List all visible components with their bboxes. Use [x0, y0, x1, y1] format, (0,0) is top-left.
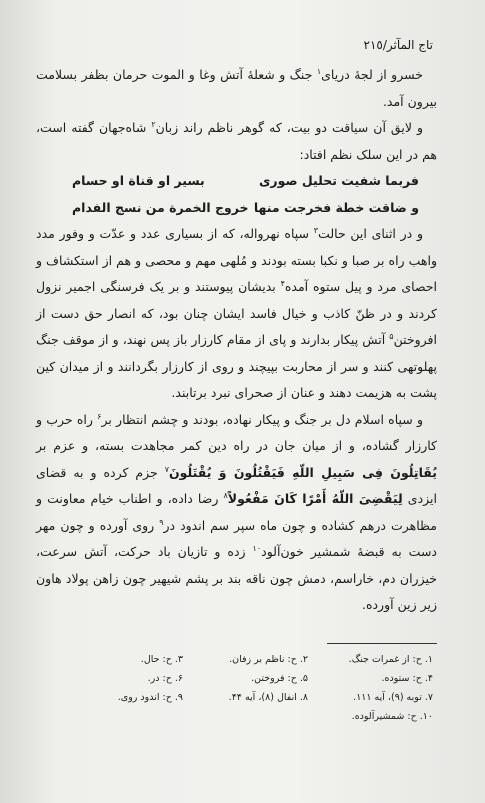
footnote-ref: ۹: [159, 517, 164, 527]
verse-block: [36, 168, 437, 221]
footnote-ref: ۱: [316, 66, 322, 76]
footnote-ref: ۶: [97, 411, 102, 421]
footnote-ref: ۱۰: [252, 543, 262, 553]
footnote-divider: [327, 643, 437, 644]
paragraph: [36, 407, 437, 619]
footnote: ۹. ح: اندود روی.: [117, 692, 183, 703]
text-run: زده و تازیان باد حرکت، آتش سرعت، خیزران دم، خاراسم، دمش چون ناقه بند بر پشم شیهیر چون زاهن پولاد هاون زیر زین آورده.: [36, 544, 437, 612]
paragraph: [36, 115, 437, 168]
text-run: جنگ و شعلهٔ آتش وغا و الموت حرمان بظفر بسلامت بیرون آمد.: [36, 67, 437, 109]
text-run: رضا داده، و اطناب خیام معاونت و مظاهرت درهم کشاده و چون ماه سپر سم اندود در: [36, 491, 437, 533]
text-run: آتش پیکار بدارند و پای از مقام کارزار باز پس نهند، و از موقف جنگ پهلوتهی کنند و سر از محاربت بپیچند و روی از کارزار بگردانند و از میدان کین پشت به هزیمت دهند و عنان از صحرای نبرد برتابند.: [36, 332, 437, 400]
footnote: ۸. انفال (۸)، آیه ۴۴.: [228, 692, 308, 703]
text-run: خسرو از لجهٔ دریای: [321, 67, 423, 82]
verse-line: [72, 168, 419, 195]
footnote: ۱. ح: از غمرات جنگ.: [348, 654, 433, 665]
text-run: شاه‌جهان گفته است، هم در این سلک نظم افتاد:: [36, 120, 437, 162]
text-run: و در اثنای این حالت: [318, 226, 423, 241]
text-run: سپاه نهرواله، که از بسیاری عدد و عدّت و وفور مدد واهب راه بر صبا و نکبا بسته بودند و مُلهی مهم و محصی و هم از استکشاف و احصای مرد و پیل ستوه آمده: [36, 226, 437, 294]
paragraph-group-2: [36, 221, 437, 619]
footnote-ref: ۵: [389, 331, 394, 341]
footnote: ۲. ح: ناظم بر زفان.: [229, 654, 308, 665]
verse-hemistich: بسیر او قناة او حسام: [72, 173, 205, 188]
footnote: ۱۰. ح: شمشیرآلوده.: [351, 711, 433, 722]
footnote-ref: ۸: [223, 490, 228, 500]
text-run: راه حرب و کارزار گشاده، و از میان جان در راه دین کمر مجاهدت بسته، و عزم بر: [36, 411, 437, 453]
footnote-ref: ۲: [151, 119, 156, 129]
quran-quote: یُقَاتِلُونَ فِی سَبِیلِ اللّهِ فَیَقْتُلُونَ وَ یُقْتَلُونَ: [169, 464, 437, 480]
paragraph: [36, 62, 437, 115]
verse-hemistich: خروج الخمرة من نسج الفدام: [72, 199, 249, 215]
footnote: ۴. ح: ستوده.: [381, 673, 433, 684]
paragraph: [36, 221, 437, 407]
verse-hemistich: و ضاقت خطة فخرجت منها: [253, 199, 419, 215]
verse-hemistich: فربما شفیت تحلیل صوری: [258, 173, 419, 188]
footnote: ۵. ح: فروختن.: [251, 673, 308, 684]
text-run: جزم کرده و به قضای ایزدی: [36, 464, 437, 506]
footnote-ref: ۳: [313, 225, 319, 235]
running-header: تاج المآثر/٢١٥: [363, 38, 433, 52]
main-text: [36, 62, 437, 619]
footnote: ۷. توبه (۹)، آیه ۱۱۱.: [353, 692, 433, 703]
footnote: ۳. ح: حال.: [140, 654, 183, 665]
footnote-ref: ۴: [280, 278, 285, 288]
text-run: و سپاه اسلام دل بر جنگ و پیکار نهاده، بودند و چشم انتظار بر: [101, 411, 423, 427]
text-run: و لایق آن سیاقت دو بیت، که گوهر ناظم راند زبان: [155, 120, 423, 135]
paragraph-group-1: [36, 62, 437, 168]
quran-quote: لِیَقْضِیَ اللّهُ أَمْرًا کَانَ مَفْعُولاً: [227, 491, 403, 506]
footnote: ۶. ح: در.: [147, 673, 183, 684]
verse-line: [72, 195, 419, 222]
text-run: بدیشان پیوستند و بر یک فرسنگی اجمیر نزول کردند و در ظنّ کاذب و خیال فاسد ایشان چنان بود، که انصار حق دست از افروختن: [36, 279, 437, 347]
text-run: روی آورده و چون مهر دست به قبضهٔ شمشیر خون‌آلود: [36, 517, 437, 559]
footnote-ref: ۷: [164, 464, 170, 474]
footnotes: [66, 650, 433, 726]
